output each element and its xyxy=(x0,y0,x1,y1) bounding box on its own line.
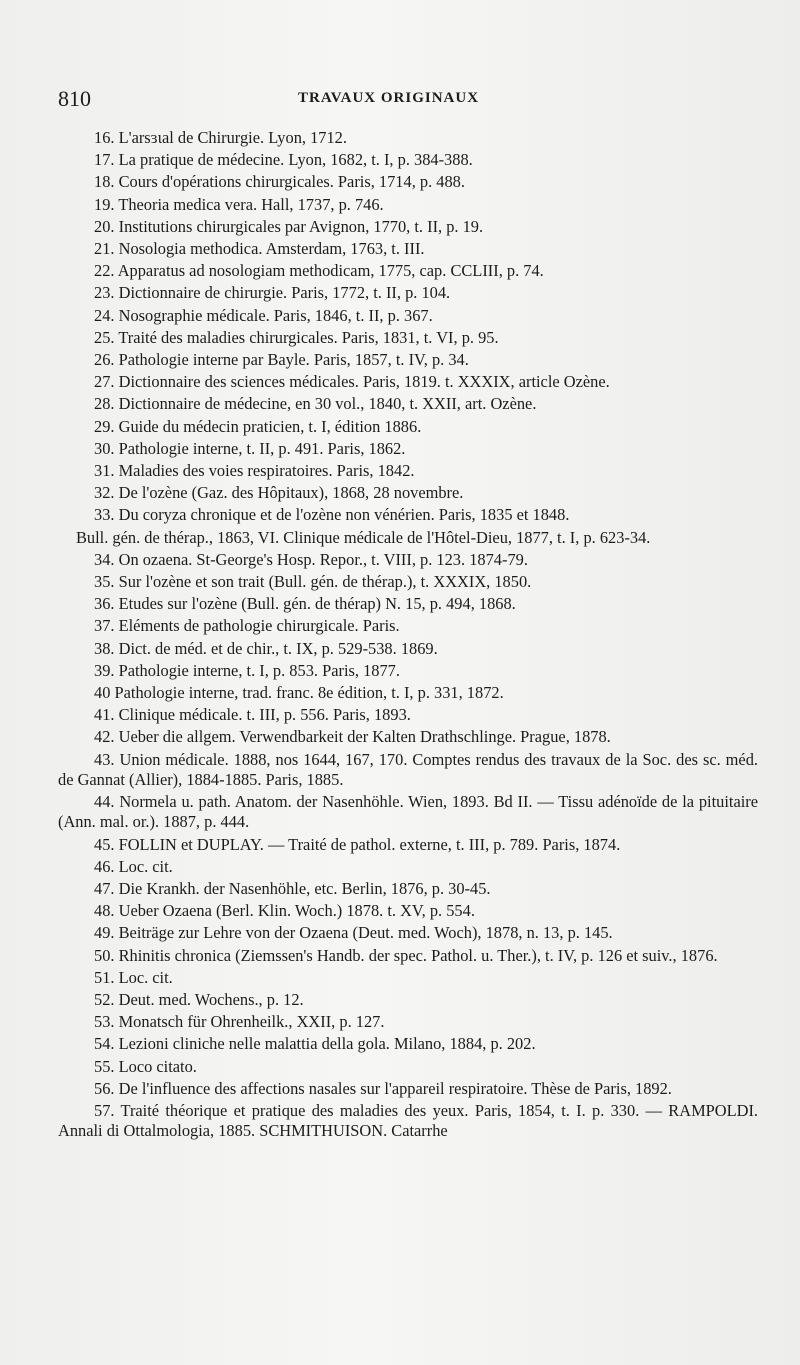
reference-entry xyxy=(58,946,758,966)
reference-number: 38. xyxy=(94,638,115,658)
reference-text: Pathologie interne, t. I, p. 853. Paris, 1877. xyxy=(118,660,400,680)
reference-number: 54. xyxy=(94,1034,115,1054)
reference-entry xyxy=(58,727,758,747)
reference-text: De l'ozène (Gaz. des Hôpitaux), 1868, 28 novembre. xyxy=(118,483,464,503)
reference-entry xyxy=(58,550,758,570)
running-head: TRAVAUX ORIGINAUX xyxy=(298,90,480,106)
reference-number: 27. xyxy=(94,372,115,392)
reference-number: 17. xyxy=(94,150,115,170)
reference-number: 45. xyxy=(94,834,115,854)
reference-text: Maladies des voies respiratoires. Paris, 1842. xyxy=(118,461,415,481)
reference-entry xyxy=(58,150,758,170)
reference-number: 16. xyxy=(94,128,115,147)
reference-number: 57. xyxy=(94,1100,115,1120)
page-number: 810 xyxy=(58,86,91,111)
reference-number: 47. xyxy=(94,878,115,898)
reference-number: 52. xyxy=(94,989,115,1009)
reference-number: 43. xyxy=(94,749,115,769)
reference-number: 31. xyxy=(94,461,115,481)
reference-entry xyxy=(58,394,758,414)
reference-text: Eléments de pathologie chirurgicale. Paris. xyxy=(118,616,400,636)
reference-entry xyxy=(58,261,758,281)
reference-entry xyxy=(58,879,758,899)
reference-number: 18. xyxy=(94,172,115,192)
reference-text: Institutions chirurgicales par Avignon, 1770, t. II, p. 19. xyxy=(118,216,484,236)
reference-entry xyxy=(58,417,758,437)
reference-number: 55. xyxy=(94,1056,115,1076)
reference-text: L'arsɜɩal de Chirurgie. Lyon, 1712. xyxy=(118,128,347,147)
reference-entry xyxy=(58,750,758,790)
reference-number: 22. xyxy=(94,261,115,281)
reference-entry xyxy=(58,990,758,1010)
reference-number: 23. xyxy=(94,283,115,303)
reference-number: 48. xyxy=(94,901,115,921)
reference-text: Ueber Ozaena (Berl. Klin. Woch.) 1878. t. XV, p. 554. xyxy=(118,901,475,921)
reference-number: 37. xyxy=(94,616,115,636)
reference-entry xyxy=(58,528,758,548)
reference-entry xyxy=(58,128,758,148)
reference-text: Pathologie interne par Bayle. Paris, 1857, t. IV, p. 34. xyxy=(118,350,469,370)
reference-number: 36. xyxy=(94,594,115,614)
reference-number: 34. xyxy=(94,549,115,569)
reference-number: 56. xyxy=(94,1078,115,1098)
reference-text: Nosologia methodica. Amsterdam, 1763, t. III. xyxy=(118,239,425,259)
reference-text: De l'influence des affections nasales sur l'appareil respiratoire. Thèse de Paris, 1892. xyxy=(118,1078,672,1098)
reference-number: 44. xyxy=(94,792,115,812)
reference-number: 21. xyxy=(94,239,115,259)
reference-number: 24. xyxy=(94,305,115,325)
reference-text: La pratique de médecine. Lyon, 1682, t. I, p. 384-388. xyxy=(118,150,473,170)
page-header xyxy=(58,86,758,116)
reference-number: 33. xyxy=(94,505,115,525)
reference-entry xyxy=(58,835,758,855)
reference-text: On ozaena. St-George's Hosp. Repor., t. VIII, p. 123. 1874-79. xyxy=(118,549,528,569)
reference-text: Dictionnaire de chirurgie. Paris, 1772, t. II, p. 104. xyxy=(118,283,451,303)
reference-text: Du coryza chronique et de l'ozène non vénérien. Paris, 1835 et 1848. xyxy=(118,505,570,525)
reference-number: 40 xyxy=(94,683,111,703)
reference-text: Deut. med. Wochens., p. 12. xyxy=(118,989,304,1009)
reference-entry xyxy=(58,639,758,659)
reference-entry xyxy=(58,439,758,459)
reference-entry xyxy=(58,1057,758,1077)
reference-text: Bull. gén. de thérap., 1863, VI. Clinique médicale de l'Hôtel-Dieu, 1877, t. I, p. 623-34. xyxy=(76,527,651,547)
reference-text: Ueber die allgem. Verwendbarkeit der Kalten Drathschlinge. Prague, 1878. xyxy=(118,727,611,747)
reference-number: 30. xyxy=(94,438,115,458)
reference-entry xyxy=(58,857,758,877)
reference-entry xyxy=(58,705,758,725)
reference-number: 29. xyxy=(94,416,115,436)
reference-entry xyxy=(58,683,758,703)
reference-text: Pathologie interne, trad. franc. 8e édition, t. I, p. 331, 1872. xyxy=(114,683,504,703)
reference-text: Normela u. path. Anatom. der Nasenhöhle. Wien, 1893. Bd II. — Tissu adénoïde de la pituitaire (Ann. mal. or.). 1887, p. 444. xyxy=(58,792,758,832)
reference-text: Loc. cit. xyxy=(118,967,173,987)
reference-number: 25. xyxy=(94,327,115,347)
reference-entry xyxy=(58,239,758,259)
reference-entry xyxy=(58,328,758,348)
reference-list xyxy=(58,128,758,1143)
reference-entry xyxy=(58,483,758,503)
reference-number: 32. xyxy=(94,483,115,503)
reference-entry xyxy=(58,616,758,636)
reference-entry xyxy=(58,594,758,614)
reference-text: Clinique médicale. t. III, p. 556. Paris, 1893. xyxy=(118,705,411,725)
reference-number: 53. xyxy=(94,1012,115,1032)
reference-text: Loc. cit. xyxy=(118,856,173,876)
reference-entry xyxy=(58,505,758,525)
reference-text: Sur l'ozène et son trait (Bull. gén. de thérap.), t. XXXIX, 1850. xyxy=(118,572,532,592)
reference-number: 19. xyxy=(94,194,115,214)
reference-number: 46. xyxy=(94,856,115,876)
reference-number: 42. xyxy=(94,727,115,747)
reference-text: Monatsch für Ohrenheilk., XXII, p. 127. xyxy=(118,1012,385,1032)
reference-number: 41. xyxy=(94,705,115,725)
reference-text: Theoria medica vera. Hall, 1737, p. 746. xyxy=(118,194,384,214)
reference-entry xyxy=(58,572,758,592)
reference-entry xyxy=(58,968,758,988)
reference-text: Rhinitis chronica (Ziemssen's Handb. der spec. Pathol. u. Ther.), t. IV, p. 126 et suiv., 1876. xyxy=(118,945,718,965)
reference-entry xyxy=(58,1079,758,1099)
reference-number: 26. xyxy=(94,350,115,370)
reference-text: Pathologie interne, t. II, p. 491. Paris, 1862. xyxy=(118,438,406,458)
reference-entry xyxy=(58,792,758,832)
reference-text: Etudes sur l'ozène (Bull. gén. de thérap) N. 15, p. 494, 1868. xyxy=(118,594,516,614)
reference-number: 50. xyxy=(94,945,115,965)
reference-number: 28. xyxy=(94,394,115,414)
reference-text: Traité théorique et pratique des maladies des yeux. Paris, 1854, t. I. p. 330. — RAMPOLDI. Annali di Ottalmologia, 1885. SCHMITHUISON. Catarrhe xyxy=(58,1100,758,1141)
reference-entry xyxy=(58,172,758,192)
reference-entry xyxy=(58,372,758,392)
reference-text: Nosographie médicale. Paris, 1846, t. II, p. 367. xyxy=(118,305,433,325)
reference-text: Dict. de méd. et de chir., t. IX, p. 529-538. 1869. xyxy=(118,638,438,658)
reference-entry xyxy=(58,283,758,303)
reference-entry xyxy=(58,195,758,215)
reference-text: Beiträge zur Lehre von der Ozaena (Deut. med. Woch), 1878, n. 13, p. 145. xyxy=(118,923,613,943)
reference-entry xyxy=(58,1012,758,1032)
reference-number: 49. xyxy=(94,923,115,943)
reference-text: Loco citato. xyxy=(118,1056,197,1076)
reference-number: 39. xyxy=(94,660,115,680)
reference-entry xyxy=(58,461,758,481)
reference-text: Cours d'opérations chirurgicales. Paris, 1714, p. 488. xyxy=(118,172,465,192)
reference-entry xyxy=(58,901,758,921)
reference-text: Apparatus ad nosologiam methodicam, 1775, cap. CCLIII, p. 74. xyxy=(117,261,544,281)
reference-text: Guide du médecin praticien, t. I, édition 1886. xyxy=(118,416,422,436)
reference-text: Traité des maladies chirurgicales. Paris, 1831, t. VI, p. 95. xyxy=(118,327,499,347)
reference-text: Die Krankh. der Nasenhöhle, etc. Berlin, 1876, p. 30-45. xyxy=(118,878,491,898)
reference-entry xyxy=(58,350,758,370)
reference-entry xyxy=(58,1101,758,1141)
reference-entry xyxy=(58,1034,758,1054)
reference-entry xyxy=(58,923,758,943)
reference-entry xyxy=(58,217,758,237)
reference-number: 51. xyxy=(94,967,115,987)
reference-text: Dictionnaire des sciences médicales. Paris, 1819. t. XXXIX, article Ozène. xyxy=(118,372,610,392)
reference-text: Union médicale. 1888, nos 1644, 167, 170. Comptes rendus des travaux de la Soc. des sc. méd. de Gannat (Allier), 1884-1885. Paris, 1885. xyxy=(58,749,758,789)
reference-text: FOLLIN et DUPLAY. — Traité de pathol. externe, t. III, p. 789. Paris, 1874. xyxy=(118,834,621,854)
reference-entry xyxy=(58,306,758,326)
reference-entry xyxy=(58,661,758,681)
reference-number: 20. xyxy=(94,216,115,236)
reference-number: 35. xyxy=(94,572,115,592)
reference-text: Lezioni cliniche nelle malattia della gola. Milano, 1884, p. 202. xyxy=(118,1034,536,1054)
reference-text: Dictionnaire de médecine, en 30 vol., 1840, t. XXII, art. Ozène. xyxy=(118,394,537,414)
